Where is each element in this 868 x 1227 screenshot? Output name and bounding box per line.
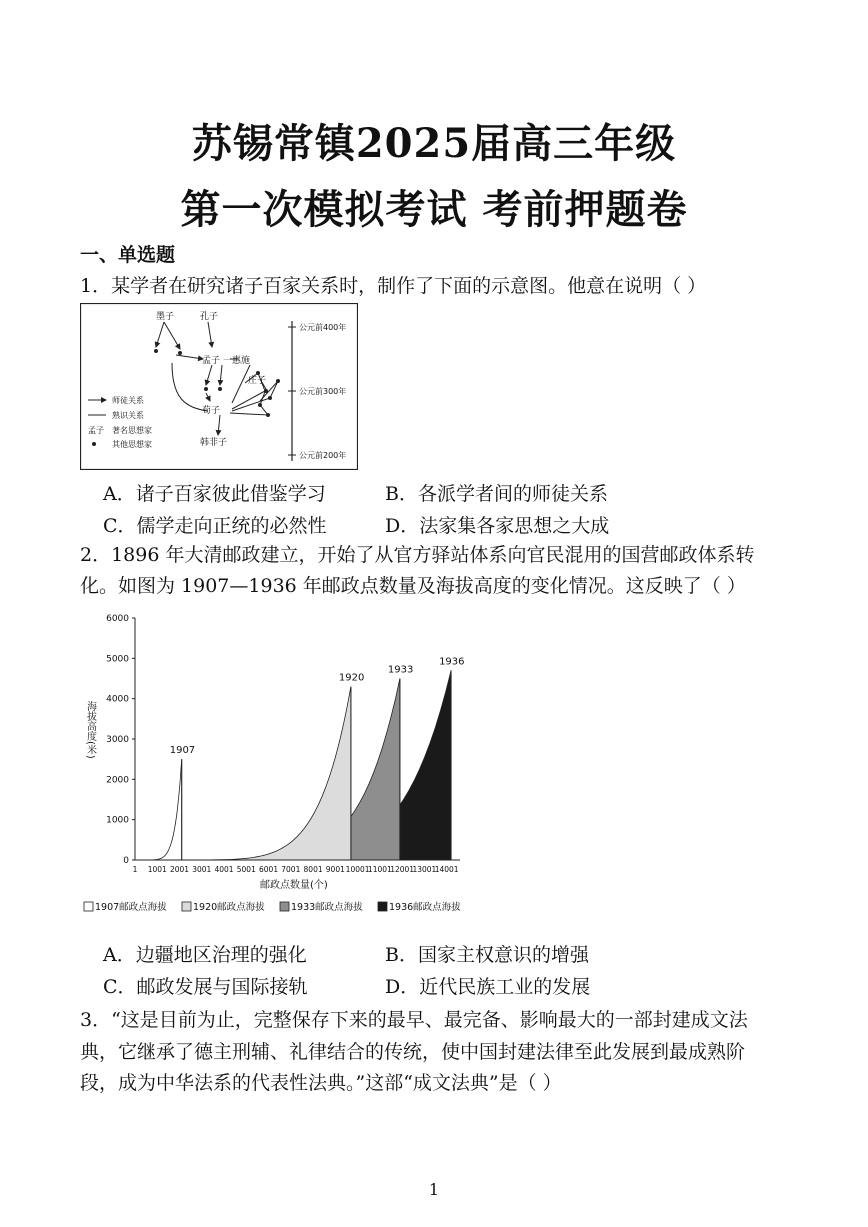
- timeline-200bc: 公元前200年: [299, 451, 347, 460]
- x-tick-label: 3001: [192, 865, 212, 874]
- legend-swatch-1920: [182, 902, 191, 911]
- node-kongzi: 孔子: [200, 312, 219, 322]
- x-tick-label: 13001: [412, 865, 437, 874]
- legend-label-1936: 1936邮政点海拔: [389, 902, 461, 913]
- node-dash: 一: [223, 356, 233, 366]
- legend-label-1933: 1933邮政点海拔: [291, 902, 363, 913]
- q2-option-b[interactable]: B．国家主权意识的增强: [385, 944, 589, 966]
- series-year-label-1920: 1920: [338, 672, 365, 684]
- x-tick-label: 5001: [236, 865, 256, 874]
- q2-option-a[interactable]: A．边疆地区治理的强化: [103, 944, 307, 966]
- chart-y-label: 海拔高度(米): [84, 701, 96, 759]
- x-tick-label: 1001: [147, 865, 167, 874]
- series-area-1936: [135, 670, 451, 860]
- legend-acquaintance: 熟识关系: [112, 411, 144, 420]
- node-zhuangzi: 庄子: [248, 376, 267, 386]
- legend-swatch-1933: [280, 902, 289, 911]
- legend-label-1920: 1920邮政点海拔: [193, 902, 265, 913]
- node-mengzi: 孟子: [202, 356, 221, 366]
- x-tick-label: 14001: [434, 865, 459, 874]
- series-area-1920: [135, 687, 351, 860]
- series-area-1907: [135, 759, 182, 860]
- x-tick-label: 4001: [214, 865, 234, 874]
- legend-master-student: 师徒关系: [112, 396, 144, 405]
- legend-label-1907: 1907邮政点海拔: [95, 902, 167, 913]
- legend-swatch-1907: [84, 902, 93, 911]
- x-tick-label: 7001: [281, 865, 301, 874]
- q2-chart: [80, 606, 480, 924]
- x-tick-label: 2001: [169, 865, 190, 874]
- x-tick-label: 9001: [325, 865, 345, 874]
- y-tick-label: 1000: [106, 815, 129, 826]
- q1-option-d[interactable]: D．法家集各家思想之大成: [385, 515, 610, 537]
- series-year-label-1936: 1936: [439, 656, 465, 668]
- page-number: 1: [428, 1180, 440, 1199]
- node-hanfeizi: 韩非子: [200, 438, 228, 448]
- node-huishi: 惠施: [232, 356, 251, 366]
- q2-option-c[interactable]: C．邮政发展与国际接轨: [103, 976, 308, 998]
- q2-option-d[interactable]: D．近代民族工业的发展: [385, 976, 591, 998]
- q3-line-2: 典，它继承了德主刑辅、礼律结合的传统，使中国封建法律至此发展到最成熟阶: [80, 1041, 746, 1063]
- section-title: 一、单选题: [80, 244, 176, 266]
- q2-stem-line-2: 化。如图为 1907—1936 年邮政点数量及海拔高度的变化情况。这反映了（ ）: [80, 575, 746, 597]
- series-year-label-1933: 1933: [387, 664, 414, 676]
- q3-line-3: 段，成为中华法系的代表性法典。”这部“成文法典”是（ ）: [80, 1072, 562, 1094]
- q1-stem: 1．某学者在研究诸子百家关系时，制作了下面的示意图。他意在说明（ ）: [80, 275, 707, 297]
- y-tick-label: 0: [123, 856, 129, 866]
- y-tick-label: 6000: [106, 614, 129, 624]
- q1-diagram: [80, 303, 358, 470]
- x-tick-label: 1: [132, 865, 138, 874]
- legend-sample-name: 孟子: [88, 426, 104, 435]
- title-line-2: 第一次模拟考试 考前押题卷: [180, 186, 688, 233]
- q3-line-1: 3．“这是目前为止，完整保存下来的最早、最完备、影响最大的一部封建成文法: [80, 1009, 748, 1031]
- x-tick-label: 10001: [345, 865, 370, 874]
- y-tick-label: 3000: [106, 735, 129, 745]
- q2-stem-line-1: 2．1896 年大清邮政建立，开始了从官方驿站体系向官民混用的国营邮政体系转: [80, 544, 755, 566]
- timeline-300bc: 公元前300年: [299, 387, 347, 396]
- legend-swatch-1936: [378, 902, 387, 911]
- node-xunzi: 荀子: [202, 406, 221, 416]
- chart-x-label: 邮政点数量(个): [260, 880, 328, 891]
- x-tick-label: 8001: [303, 865, 323, 874]
- legend-famous-thinker: 著名思想家: [112, 426, 152, 435]
- y-tick-label: 5000: [106, 654, 129, 665]
- title-line-1: 苏锡常镇2025届高三年级: [191, 120, 677, 167]
- x-tick-label: 12001: [390, 865, 415, 874]
- node-mozi: 墨子: [156, 312, 175, 322]
- q1-option-b[interactable]: B．各派学者间的师徒关系: [385, 483, 608, 505]
- x-tick-label: 6001: [259, 865, 279, 874]
- x-tick-label: 11001: [367, 865, 392, 874]
- q1-option-a[interactable]: A．诸子百家彼此借鉴学习: [103, 483, 326, 505]
- timeline-400bc: 公元前400年: [299, 323, 347, 332]
- y-tick-label: 2000: [106, 775, 129, 786]
- y-tick-label: 4000: [106, 694, 129, 705]
- q1-option-c[interactable]: C．儒学走向正统的必然性: [103, 515, 327, 537]
- series-year-label-1907: 1907: [169, 745, 196, 757]
- legend-other-thinker: 其他思想家: [112, 440, 152, 449]
